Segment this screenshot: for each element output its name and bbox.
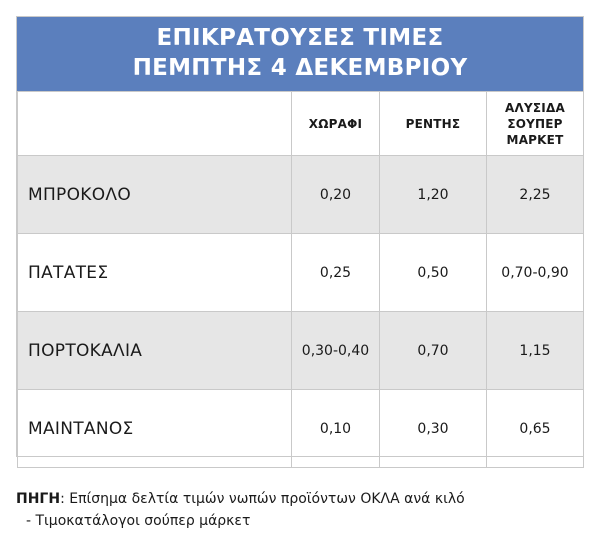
supermarket-price: 1,15 (487, 312, 584, 390)
source-label: ΠΗΓΗ (16, 491, 61, 507)
header-supermarket-line-3: ΜΑΡΚΕΤ (506, 132, 564, 147)
product-name: ΜΠΡΟΚΟΛΟ (18, 156, 292, 234)
header-supermarket-line-2: ΣΟΥΠΕΡ (507, 116, 563, 131)
product-name: ΠΑΤΑΤΕΣ (18, 234, 292, 312)
source-line-1 (16, 488, 465, 510)
title-banner (17, 17, 583, 91)
header-field: ΧΩΡΑΦΙ (292, 92, 380, 156)
product-name: ΠΟΡΤΟΚΑΛΙΑ (18, 312, 292, 390)
supermarket-price: 0,70-0,90 (487, 234, 584, 312)
table-row (18, 312, 584, 390)
supermarket-price: 2,25 (487, 156, 584, 234)
table-row (18, 390, 584, 468)
supermarket-price: 0,65 (487, 390, 584, 468)
source-line-2: - Τιμοκατάλογοι σούπερ μάρκετ (26, 513, 251, 529)
table-row (18, 156, 584, 234)
market-price: 1,20 (380, 156, 487, 234)
source-text: : Επίσημα δελτία τιμών νωπών προϊόντων ΟΚΛΑ ανά κιλό (60, 491, 465, 507)
market-price: 0,30 (380, 390, 487, 468)
field-price: 0,30-0,40 (292, 312, 380, 390)
header-supermarket-chain (487, 92, 584, 156)
table-header-row (18, 92, 584, 156)
market-price: 0,70 (380, 312, 487, 390)
field-price: 0,10 (292, 390, 380, 468)
field-price: 0,20 (292, 156, 380, 234)
header-empty-cell (18, 92, 292, 156)
source-note (16, 488, 465, 532)
header-supermarket-line-1: ΑΛΥΣΙΔΑ (505, 100, 565, 115)
product-name: ΜΑΙΝΤΑΝΟΣ (18, 390, 292, 468)
price-table-card (16, 16, 584, 457)
title-line-2: ΠΕΜΠΤΗΣ 4 ΔΕΚΕΜΒΡΙΟΥ (132, 55, 468, 81)
table-row (18, 234, 584, 312)
field-price: 0,25 (292, 234, 380, 312)
price-table (17, 91, 584, 468)
header-wholesale-market: ΡΕΝΤΗΣ (380, 92, 487, 156)
market-price: 0,50 (380, 234, 487, 312)
title-line-1: ΕΠΙΚΡΑΤΟΥΣΕΣ ΤΙΜΕΣ (156, 25, 444, 51)
